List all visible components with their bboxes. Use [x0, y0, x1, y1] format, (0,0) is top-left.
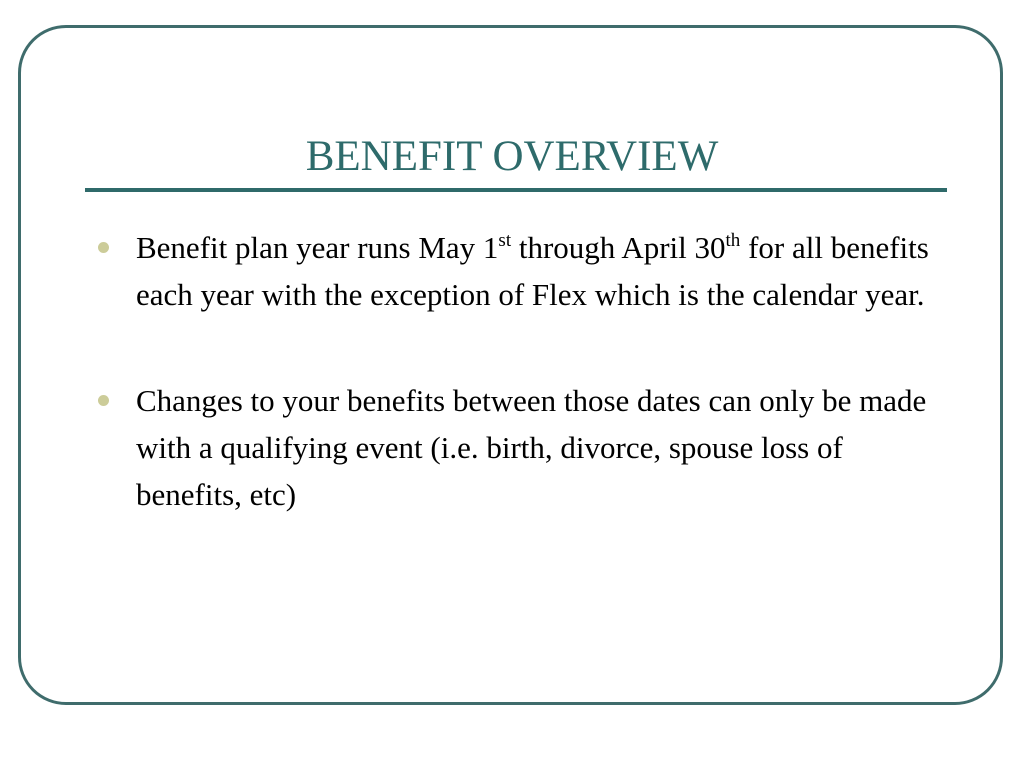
- slide-title: BENEFIT OVERVIEW: [305, 133, 719, 180]
- bullet-item-qualifying-event: [98, 377, 938, 518]
- bullet-item-plan-year: [98, 224, 938, 318]
- bullet-text-part: Benefit plan year runs May 1: [136, 230, 499, 265]
- bullet-list: [98, 224, 938, 518]
- bullet-text-part: through April 30: [511, 230, 726, 265]
- bullet-text-part: for all benefits each year with the exception of Flex which is the calendar year.: [136, 230, 929, 312]
- bullet-dot-icon: [98, 242, 109, 253]
- ordinal-suffix: st: [498, 230, 512, 251]
- title-underline-rule: [85, 188, 947, 192]
- bullet-dot-icon: [98, 395, 109, 406]
- bullet-text: Changes to your benefits between those dates can only be made with a qualifying event (i.e. birth, divorce, spouse loss of benefits, etc): [136, 383, 927, 512]
- ordinal-suffix: th: [725, 230, 741, 251]
